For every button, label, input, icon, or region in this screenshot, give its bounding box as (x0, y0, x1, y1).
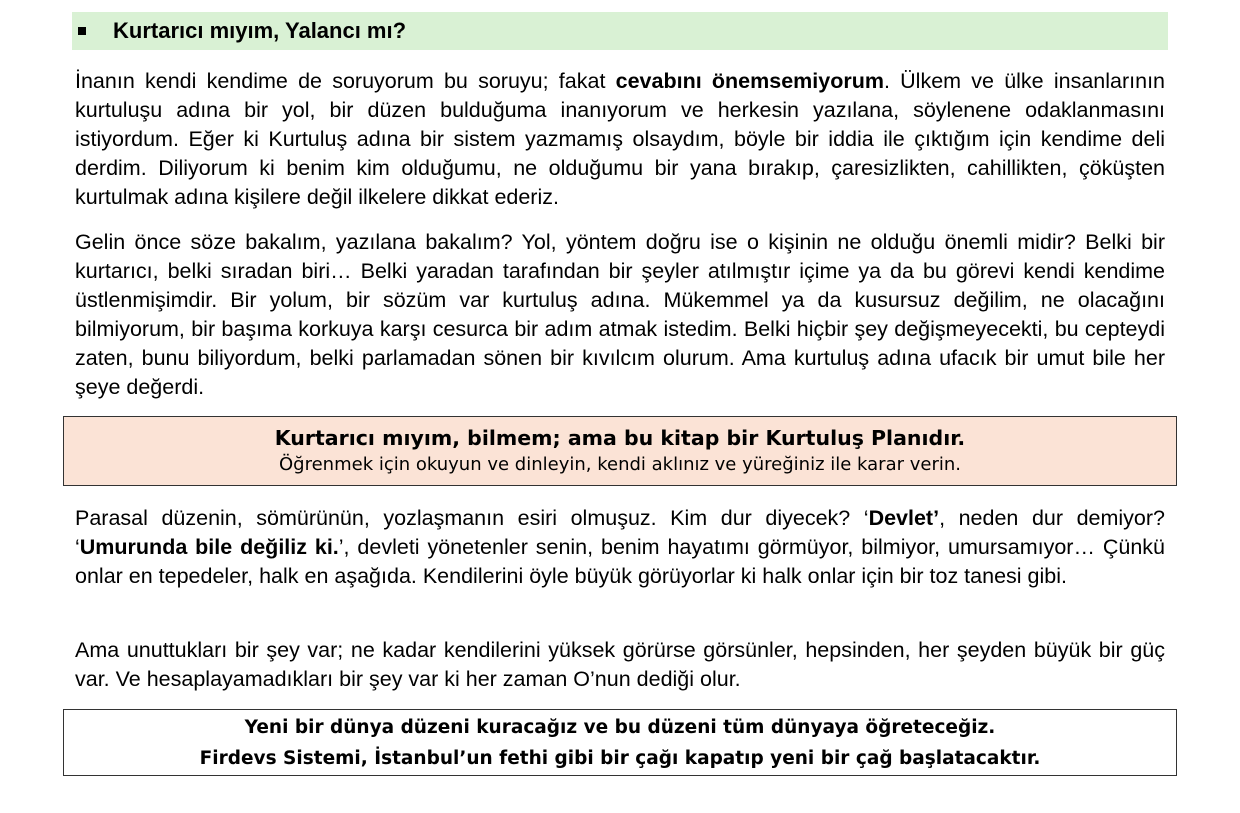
paragraph-1-bold: cevabını önemsemiyorum (615, 69, 884, 93)
highlight-box-plan-subtitle: Öğrenmek için okuyun ve dinleyin, kendi aklınız ve yüreğiniz ile karar verin. (279, 454, 961, 475)
paragraph-4: Ama unuttukları bir şey var; ne kadar kendilerini yüksek görürse görsünler, hepsinden, her şeyden büyük bir güç var. Ve hesaplayamadıkları bir şey var ki her zaman O’nun dediği olur. (75, 638, 1165, 691)
paragraph-1-text-b: . Ülkem ve ülke insanlarının kurtuluşu adına bir yol, bir düzen bulduğuma inanıyorum ve herkesin yazılana, söylenene odaklanmasını istiyordum. Eğer ki Kurtuluş adına bir sistem yazmamış olsaydım, böyle bir iddia ile çıktığım için kendime deli derdim. Diliyorum ki benim kim olduğumu, ne olduğumu bir yana bırakıp, çaresizlikten, cahillikten, çöküşten kurtulmak adına kişilere değil ilkelere dikkat ederiz. (75, 69, 1165, 209)
highlight-box-plan (63, 416, 1177, 486)
highlight-box-new-order-line-1: Yeni bir dünya düzeni kuracağız ve bu düzeni tüm dünyaya öğreteceğiz. (244, 717, 996, 738)
square-bullet-icon (78, 27, 86, 35)
highlight-box-plan-title: Kurtarıcı mıyım, bilmem; ama bu kitap bir Kurtuluş Planıdır. (274, 426, 966, 450)
highlight-box-new-order (63, 709, 1177, 776)
paragraph-3 (75, 504, 1165, 591)
section-heading-title: Kurtarıcı mıyım, Yalancı mı? (113, 18, 407, 43)
paragraph-3-text-a: Parasal düzenin, sömürünün, yozlaşmanın esiri olmuşuz. Kim dur diyecek? ‘ (75, 506, 869, 530)
highlight-box-new-order-line-2: Firdevs Sistemi, İstanbul’un fethi gibi bir çağı kapatıp yeni bir çağ başlatacaktır. (199, 748, 1041, 769)
paragraph-1-text-a: İnanın kendi kendime de soruyorum bu soruyu; fakat (75, 69, 616, 93)
paragraph-2: Gelin önce söze bakalım, yazılana bakalım? Yol, yöntem doğru ise o kişinin ne olduğu önemli midir? Belki bir kurtarıcı, belki sıradan biri… Belki yaradan tarafından bir şeyler atılmıştır içime ya da bu görevi kendi kendime üstlenmişimdir. Bir yolum, bir sözüm var kurtuluş adına. Mükemmel ya da kusursuz değilim, ne olacağını bilmiyorum, bir başıma korkuya karşı cesurca bir adım atmak istedim. Belki hiçbir şey değişmeyecekti, bu cepteydi zaten, bunu biliyordum, belki parlamadan sönen bir kıvılcım olurum. Ama kurtuluş adına ufacık bir umut bile her şeye değerdi. (75, 230, 1165, 399)
paragraph-3-bold-b: Umurunda bile değiliz ki. (79, 535, 339, 559)
paragraph-3-text-c: ’, devleti yönetenler senin, benim hayatımı görmüyor, bilmiyor, umursamıyor… Çünkü onlar en tepedeler, halk en aşağıda. Kendilerini öyle büyük görüyorlar ki halk onlar için bir toz tanesi gibi. (75, 535, 1165, 588)
paragraph-1 (75, 67, 1165, 212)
section-heading (72, 12, 1168, 50)
paragraph-3-text-b: , neden dur demiyor? ‘ (75, 506, 1165, 559)
paragraph-3-bold-a: Devlet’ (868, 506, 940, 530)
